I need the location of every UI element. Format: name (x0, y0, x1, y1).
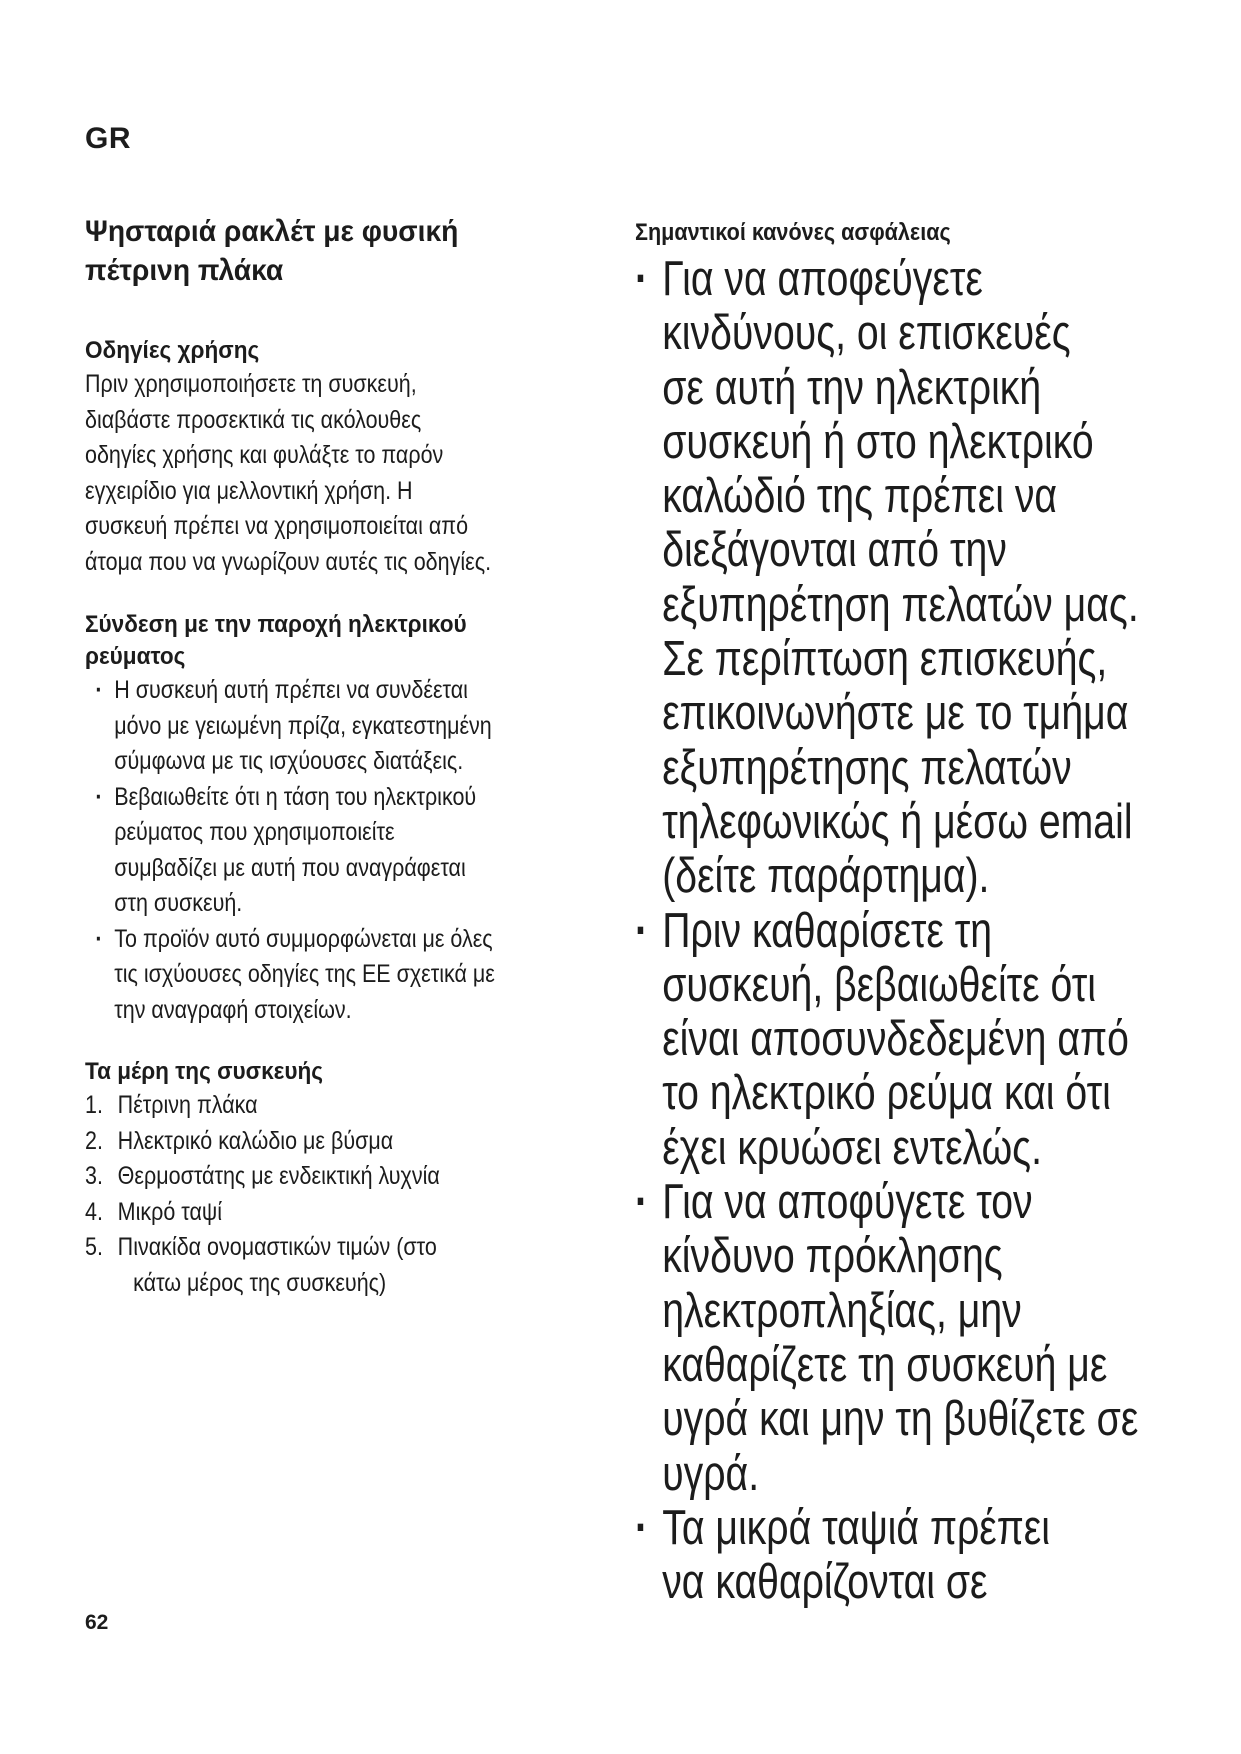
list-item-continuation: κίνδυνο πρόκλησης (662, 1229, 1003, 1284)
list-item-continuation: ηλεκτροπληξίας, μην (662, 1283, 1022, 1338)
item-number: 1. (85, 1091, 103, 1119)
item-number: 3. (85, 1162, 103, 1190)
list-item: · Η συσκευή αυτή πρέπει να συνδέεται (85, 673, 549, 709)
list-item (85, 1088, 549, 1124)
list-item-continuation: τις ισχύουσες οδηγίες της ΕΕ σχετικά με (114, 960, 495, 988)
list-item-continuation: συσκευή, βεβαιωθείτε ότι (662, 957, 1096, 1012)
list-item-continuation: εξυπηρέτησης πελατών (662, 740, 1072, 795)
list-item: · Για να αποφύγετε τον (635, 1175, 1099, 1229)
list-item: · Πριν καθαρίσετε τη (635, 904, 1099, 958)
list-item-continuation (85, 1266, 549, 1302)
list-item: · Βεβαιωθείτε ότι η τάση του ηλεκτρικού (85, 780, 549, 816)
list-item-continuation: συσκευή ή στο ηλεκτρικό (662, 414, 1094, 469)
instructions-line: εγχειρίδιο για μελλοντική χρήση. Η (85, 476, 413, 505)
item-text: Πέτρινη πλάκα (117, 1091, 258, 1119)
list-item-continuation: μόνο με γειωμένη πρίζα, εγκατεστημένη (114, 711, 492, 740)
list-item-continuation: σε αυτή την ηλεκτρική (662, 360, 1042, 415)
list-item: · Το προϊόν αυτό συμμορφώνεται με όλες (85, 922, 549, 958)
list-item-continuation: το ηλεκτρικό ρεύμα και ότι (662, 1066, 1111, 1121)
list-item-continuation: σύμφωνα με τις ισχύουσες διατάξεις. (114, 747, 464, 775)
item-number: 2. (85, 1126, 103, 1155)
list-item-continuation: επικοινωνήστε με το τμήμα (662, 686, 1129, 741)
list-item-continuation: τηλεφωνικώς ή μέσω email (662, 794, 1133, 849)
list-item-continuation: ρεύματος που χρησιμοποιείτε (114, 818, 395, 846)
list-item-continuation: συμβαδίζει με αυτή που αναγράφεται (114, 853, 466, 882)
list-item-continuation: κινδύνους, οι επισκευές (662, 306, 1071, 361)
list-item-continuation: καθαρίζετε τη συσκευή με (662, 1337, 1108, 1392)
parts-heading: Τα μέρη της συσκευής (85, 1058, 324, 1085)
safety-list (635, 252, 1215, 1609)
list-item-continuation: Σε περίπτωση επισκευής, (662, 632, 1108, 687)
list-item: · Για να αποφεύγετε (635, 252, 1099, 306)
instructions-line: διαβάστε προσεκτικά τις ακόλουθες (85, 405, 422, 434)
connection-heading: ρεύματος (85, 643, 186, 670)
right-column (635, 218, 1215, 1609)
list-item-continuation: διεξάγονται από την (662, 523, 1007, 578)
list-item-continuation: στη συσκευή. (114, 889, 243, 917)
list-item-continuation: είναι αποσυνδεδεμένη από (662, 1012, 1129, 1067)
item-number: 4. (85, 1197, 103, 1226)
instructions-line: οδηγίες χρήσης και φυλάξτε το παρόν (85, 441, 444, 469)
parts-list (85, 1088, 625, 1301)
list-item: · Τα μικρά ταψιά πρέπει (635, 1501, 1099, 1555)
list-item (85, 1230, 549, 1266)
page-number: 62 (85, 1611, 109, 1634)
title-line: Ψησταριά ρακλέτ με φυσική (85, 215, 459, 248)
list-item (85, 1159, 549, 1195)
item-text: κάτω μέρος της συσκευής) (133, 1268, 387, 1297)
list-item-continuation: να καθαρίζονται σε (662, 1555, 988, 1610)
instructions-line: συσκευή πρέπει να χρησιμοποιείται από (85, 512, 469, 540)
item-text: Μικρό ταψί (117, 1197, 223, 1226)
list-item-continuation: καλώδιό της πρέπει να (662, 469, 1058, 524)
instructions-line: Πριν χρησιμοποιήσετε τη συσκευή, (85, 370, 417, 398)
item-text: Θερμοστάτης με ενδεικτική λυχνία (117, 1162, 440, 1190)
list-item-continuation: έχει κρυώσει εντελώς. (662, 1120, 1042, 1175)
page-title (85, 212, 593, 290)
list-item-continuation: εξυπηρέτηση πελατών μας. (662, 577, 1139, 632)
language-code: GR (85, 122, 131, 155)
instructions-section (85, 335, 625, 580)
parts-section (85, 1056, 625, 1301)
list-item-continuation: υγρά και μην τη βυθίζετε σε (662, 1392, 1139, 1447)
safety-heading: Σημαντικοί κανόνες ασφάλειας (635, 219, 951, 246)
list-item (85, 1124, 549, 1160)
instructions-heading: Οδηγίες χρήσης (85, 337, 260, 364)
list-item-continuation: υγρά. (662, 1446, 760, 1501)
connection-heading: Σύνδεση με την παροχή ηλεκτρικού (85, 611, 467, 638)
connection-section (85, 609, 625, 1028)
instructions-line: άτομα που να γνωρίζουν αυτές τις οδηγίες. (85, 547, 492, 576)
list-item (85, 1195, 549, 1231)
item-number: 5. (85, 1233, 103, 1261)
connection-list (85, 673, 625, 1028)
item-text: Ηλεκτρικό καλώδιο με βύσμα (117, 1126, 394, 1155)
list-item-continuation: την αναγραφή στοιχείων. (114, 995, 352, 1024)
left-column (85, 212, 625, 1301)
item-text: Πινακίδα ονομαστικών τιμών (στο (117, 1233, 437, 1261)
title-line: πέτρινη πλάκα (85, 254, 284, 287)
list-item-continuation: (δείτε παράρτημα). (662, 849, 990, 904)
